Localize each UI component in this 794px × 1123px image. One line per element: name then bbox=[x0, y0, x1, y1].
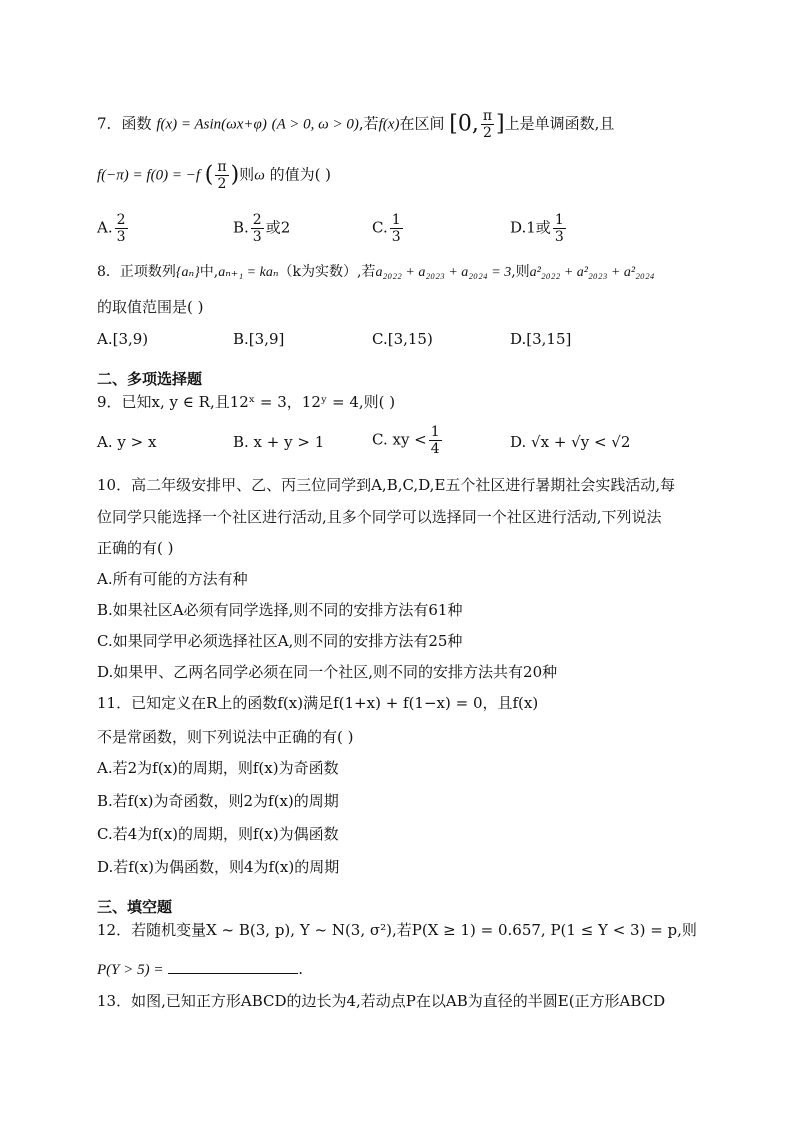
q7-d-num: 1 bbox=[554, 212, 564, 228]
q7-a-den: 3 bbox=[116, 229, 126, 245]
q7-text-b: ,若 bbox=[358, 114, 379, 133]
q12-line1: 12．若随机变量X ~ B(3, p), Y ~ N(3, σ²),若P(X ≥ 1) = 0.657, P(1 ≤ Y < 3) = p,则 bbox=[97, 921, 697, 939]
q7-equation: f(−π) = f(0) = −f bbox=[97, 167, 200, 184]
q10-line1: 10．高二年级安排甲、乙、丙三位同学到A,B,C,D,E五个社区进行暑期社会实践活动,每 bbox=[97, 476, 676, 494]
q7-condition: (A > 0, ω > 0) bbox=[271, 116, 359, 133]
q8-option-d: D.[3,15] bbox=[510, 330, 572, 348]
q11-option-a: A.若2为f(x)的周期，则f(x)为奇函数 bbox=[97, 759, 339, 777]
q7-a-num: 2 bbox=[116, 212, 126, 228]
q7-line2 bbox=[97, 159, 331, 192]
q7-text-c: 在区间 bbox=[399, 114, 445, 133]
q7-omega: ω bbox=[254, 167, 265, 184]
q7-interval-frac bbox=[481, 108, 494, 141]
q10-line2: 位同学只能选择一个社区进行活动,且多个同学可以选择同一个社区进行活动,下列说法 bbox=[97, 508, 662, 526]
q13-line1: 13．如图,已知正方形ABCD的边长为4,若动点P在以AB为直径的半圆E(正方形ABCD bbox=[97, 992, 666, 1010]
q7-a-frac bbox=[115, 212, 128, 245]
q7-a-label: A. bbox=[97, 218, 113, 237]
q10-option-c: C.如果同学甲必须选择社区A,则不同的安排方法有25种 bbox=[97, 632, 463, 650]
q8-sequence: {aₙ} bbox=[175, 265, 200, 280]
q7-b-num: 2 bbox=[252, 212, 262, 228]
q7-option-b bbox=[233, 212, 290, 245]
q12-period: . bbox=[298, 960, 304, 978]
q7-interval-right: ] bbox=[496, 111, 505, 137]
q7-c-den: 3 bbox=[391, 229, 401, 245]
q7-b-label: B. bbox=[233, 218, 249, 237]
q11-option-c: C.若4为f(x)的周期，则f(x)为偶函数 bbox=[97, 825, 339, 843]
q7-fx: f(x) bbox=[378, 116, 400, 133]
q11-option-d: D.若f(x)为偶函数，则4为f(x)的周期 bbox=[97, 858, 340, 876]
q7-ask: 的值为( ) bbox=[269, 165, 332, 184]
q7-text-a: 函数 bbox=[121, 114, 152, 133]
q9-option-c bbox=[372, 424, 444, 457]
q7-then: 则 bbox=[239, 165, 255, 184]
q12-prompt: P(Y > 5) = bbox=[97, 962, 164, 978]
q8-option-b: B.[3,9] bbox=[233, 330, 285, 348]
q7-b-frac bbox=[251, 212, 264, 245]
q8-number: 8． bbox=[97, 264, 120, 280]
q9-c-den: 4 bbox=[430, 441, 440, 457]
q8-line1 bbox=[97, 262, 655, 283]
q12-line2 bbox=[97, 959, 303, 980]
q9-c-pre: C. xy < bbox=[372, 430, 427, 449]
q7-pi-half-frac bbox=[215, 159, 228, 192]
q10-option-d: D.如果甲、乙两名同学必须在同一个社区,则不同的安排方法共有20种 bbox=[97, 663, 558, 681]
q8-option-c: C.[3,15) bbox=[372, 330, 433, 348]
q9-line1: 9．已知x, y ∈ R,且12ˣ = 3，12ʸ = 4,则( ) bbox=[97, 393, 396, 411]
q7-paren-left: ( bbox=[204, 162, 214, 188]
q7-paren-right: ) bbox=[230, 162, 240, 188]
q7-number: 7． bbox=[97, 114, 122, 133]
q8-text-d: ,则 bbox=[511, 264, 530, 280]
q9-option-b: B. x + y > 1 bbox=[233, 433, 325, 451]
q7-d-label: D. bbox=[510, 218, 527, 237]
q9-c-num: 1 bbox=[430, 424, 440, 440]
q10-option-b: B.如果社区A必须有同学选择,则不同的安排方法有61种 bbox=[97, 601, 463, 619]
q8-sum: a₂₀₂₂ + a₂₀₂₃ + a₂₀₂₄ = 3 bbox=[375, 265, 512, 280]
q7-pi: π bbox=[482, 108, 493, 124]
section-fill-in-title: 三、填空题 bbox=[97, 898, 173, 916]
q7-option-c bbox=[372, 212, 405, 245]
q7-two: 2 bbox=[482, 125, 492, 141]
q7-text-d: 上是单调函数,且 bbox=[504, 114, 615, 133]
q7-d-frac bbox=[553, 212, 566, 245]
q8-text-b: 中, bbox=[199, 264, 219, 280]
q12-answer-blank[interactable] bbox=[168, 959, 298, 974]
q7-d-den: 3 bbox=[554, 229, 564, 245]
q8-line2: 的取值范围是( ) bbox=[97, 298, 204, 316]
q8-recurrence: aₙ₊₁ = kaₙ bbox=[218, 265, 279, 280]
q11-option-b: B.若f(x)为奇函数，则2为f(x)的周期 bbox=[97, 792, 339, 810]
q7-option-a bbox=[97, 212, 130, 245]
q8-text-c: （k为实数）,若 bbox=[278, 264, 376, 280]
q7-two-2: 2 bbox=[217, 176, 227, 192]
q7-d-pre: 1或 bbox=[526, 218, 551, 237]
q7-pi-2: π bbox=[217, 159, 227, 175]
q10-line3: 正确的有( ) bbox=[97, 539, 174, 557]
q11-line1: 11．已知定义在R上的函数f(x)满足f(1+x) + f(1−x) = 0，且f(x) bbox=[97, 694, 539, 712]
q7-b-or: 或2 bbox=[265, 218, 291, 237]
q10-option-a: A.所有可能的方法有种 bbox=[97, 570, 248, 588]
q8-text-a: 正项数列 bbox=[119, 264, 176, 280]
q7-b-den: 3 bbox=[252, 229, 262, 245]
q9-option-a: A. y > x bbox=[97, 433, 157, 451]
q9-c-frac bbox=[429, 424, 442, 457]
q7-c-num: 1 bbox=[391, 212, 401, 228]
q7-c-label: C. bbox=[372, 218, 388, 237]
section-multiple-choice-title: 二、多项选择题 bbox=[97, 370, 203, 388]
q8-square-sum: a²₂₀₂₂ + a²₂₀₂₃ + a²₂₀₂₄ bbox=[529, 265, 655, 280]
q11-line2: 不是常函数，则下列说法中正确的有( ) bbox=[97, 728, 354, 746]
q9-option-d: D. √x + √y < √2 bbox=[510, 433, 631, 451]
q7-line1 bbox=[97, 108, 614, 141]
q7-option-d bbox=[510, 212, 568, 245]
q8-option-a: A.[3,9) bbox=[97, 330, 149, 348]
q7-c-frac bbox=[390, 212, 403, 245]
q7-function: f(x) = Asin(ωx+φ) bbox=[156, 116, 267, 133]
q7-interval-left: [0, bbox=[449, 111, 479, 137]
